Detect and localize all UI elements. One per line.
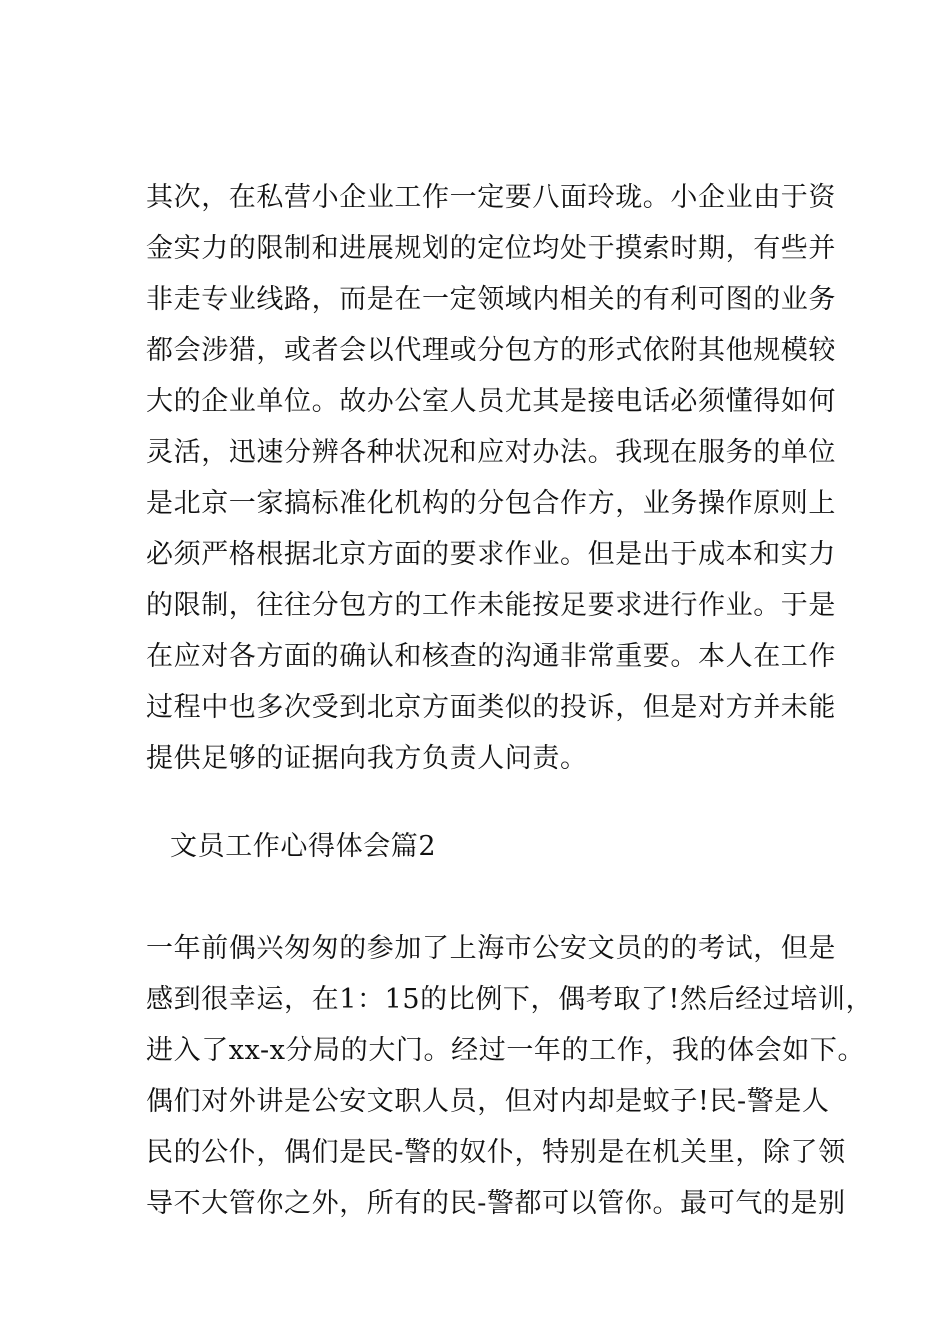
paragraph-2-line-6: 导不大管你之外，所有的民-警都可以管你。最可气的是别 xyxy=(146,1188,846,1219)
paragraph-1-line-3: 非走专业线路，而是在一定领域内相关的有利可图的业务 xyxy=(146,284,836,315)
paragraph-1-line-7: 是北京一家搞标准化机构的分包合作方，业务操作原则上 xyxy=(146,488,836,519)
paragraph-2-line-5: 民的公仆，偶们是民-警的奴仆，特别是在机关里，除了领 xyxy=(146,1137,846,1168)
paragraph-2-line-3: 进入了xx-x分局的大门。经过一年的工作，我的体会如下。 xyxy=(146,1035,866,1066)
section-heading: 文员工作心得体会篇2 xyxy=(170,831,437,862)
paragraph-1-line-12: 提供足够的证据向我方负责人问责。 xyxy=(146,743,588,774)
paragraph-1-line-11: 过程中也多次受到北京方面类似的投诉，但是对方并未能 xyxy=(146,692,836,723)
paragraph-2-line-1: 一年前偶兴匆匆的参加了上海市公安文员的的考试，但是 xyxy=(146,933,836,964)
paragraph-1-line-6: 灵活，迅速分辨各种状况和应对办法。我现在服务的单位 xyxy=(146,437,836,468)
paragraph-1-line-8: 必须严格根据北京方面的要求作业。但是出于成本和实力 xyxy=(146,539,836,570)
paragraph-2-line-2: 感到很幸运，在1：15的比例下，偶考取了!然后经过培训， xyxy=(146,984,874,1015)
paragraph-1-line-10: 在应对各方面的确认和核查的沟通非常重要。本人在工作 xyxy=(146,641,836,672)
paragraph-1-line-4: 都会涉猎，或者会以代理或分包方的形式依附其他规模较 xyxy=(146,335,836,366)
paragraph-2-line-4: 偶们对外讲是公安文职人员，但对内却是蚊子!民-警是人 xyxy=(146,1086,830,1117)
paragraph-1-line-2: 金实力的限制和进展规划的定位均处于摸索时期，有些并 xyxy=(146,233,836,264)
paragraph-1-line-1: 其次，在私营小企业工作一定要八面玲珑。小企业由于资 xyxy=(146,182,836,213)
paragraph-1-line-9: 的限制，往往分包方的工作未能按足要求进行作业。于是 xyxy=(146,590,836,621)
paragraph-1-line-5: 大的企业单位。故办公室人员尤其是接电话必须懂得如何 xyxy=(146,386,836,417)
